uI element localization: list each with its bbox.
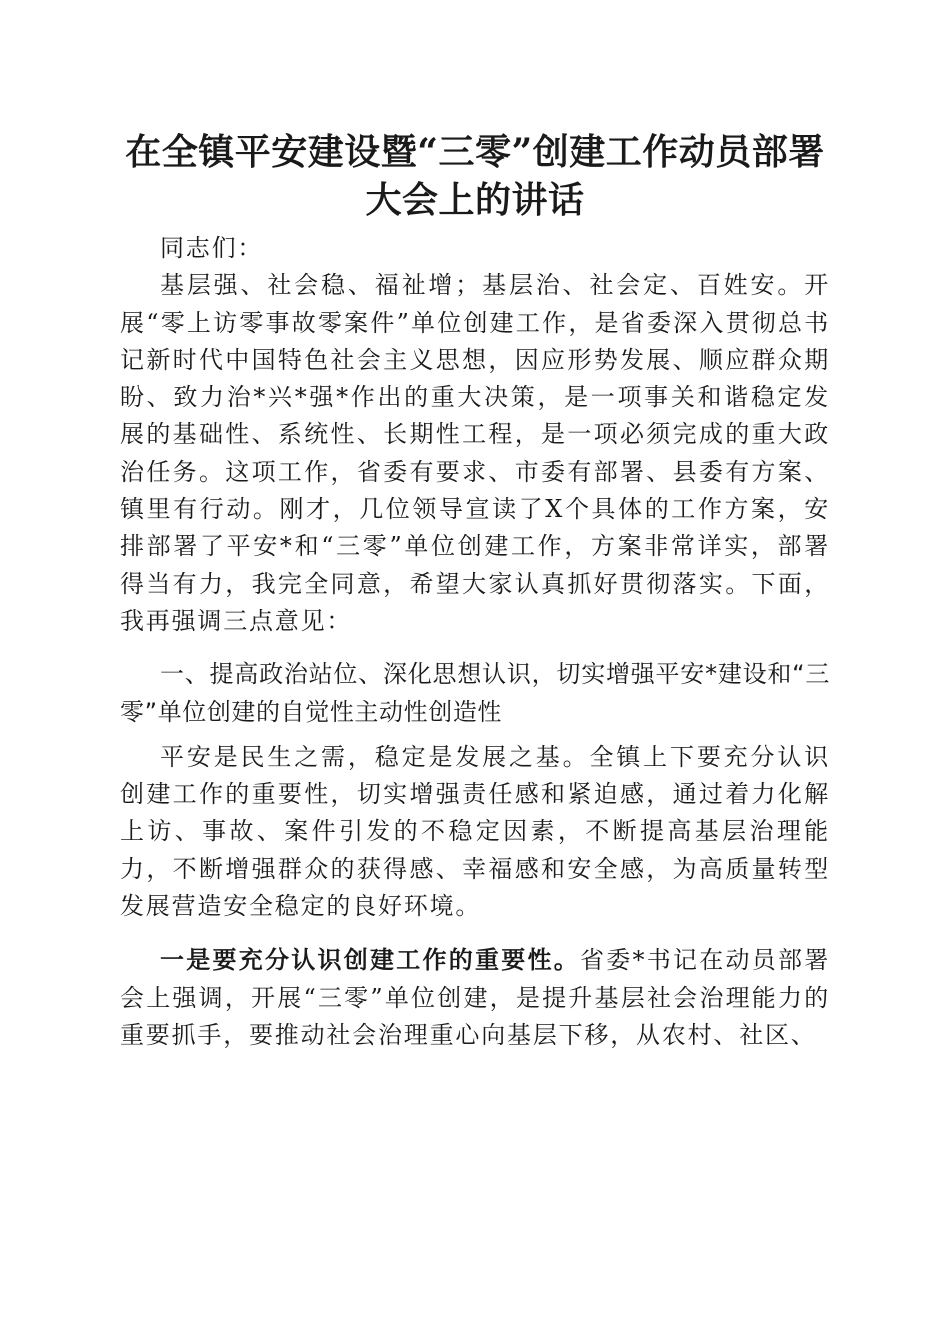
point-1-body: 省委*书记在动员部署会上强调，开展“三零”单位创建，是提升基层社会治理能力的重要抓手，要推动社会治理重心向基层下移，从农村、社区、 [120, 946, 830, 1049]
document-title [120, 128, 830, 224]
paragraph-section1: 平安是民生之需，稳定是发展之基。全镇上下要充分认识创建工作的重要性，切实增强责任感和紧迫感，通过着力化解上访、事故、案件引发的不稳定因素，不断提高基层治理能力，不断增强群众的获得感、幸福感和安全感，为高质量转型发展营造安全稳定的良好环境。 [120, 742, 830, 921]
point-1-lead: 一是要充分认识创建工作的重要性。 [160, 945, 580, 975]
spacer [120, 640, 830, 656]
section-heading-1: 一、提高政治站位、深化思想认识，切实增强平安*建设和“三零”单位创建的自觉性主动性创造性 [120, 660, 830, 726]
document-page [120, 128, 830, 1054]
spacer [120, 925, 830, 941]
title-line-1: 在全镇平安建设暨“三零”创建工作动员部署 [125, 131, 825, 173]
title-line-2: 大会上的讲话 [365, 179, 585, 221]
salutation: 同志们： [160, 234, 264, 262]
paragraph-point-1 [120, 941, 830, 1054]
paragraph-opening: 基层强、社会稳、福祉增；基层治、社会定、百姓安。开展“零上访零事故零案件”单位创建工作，是省委深入贯彻总书记新时代中国特色社会主义思想，因应形势发展、顺应群众期盼、致力治*兴*强*作出的重大决策，是一项事关和谐稳定发展的基础性、系统性、长期性工程，是一项必须完成的重大政治任务。这项工作，省委有要求、市委有部署、县委有方案、镇里有行动。刚才，几位领导宣读了X个具体的工作方案，安排部署了平安*和“三零”单位创建工作，方案非常详实，部署得当有力，我完全同意，希望大家认真抓好贯彻落实。下面，我再强调三点意见： [120, 271, 830, 635]
spacer [120, 731, 830, 739]
